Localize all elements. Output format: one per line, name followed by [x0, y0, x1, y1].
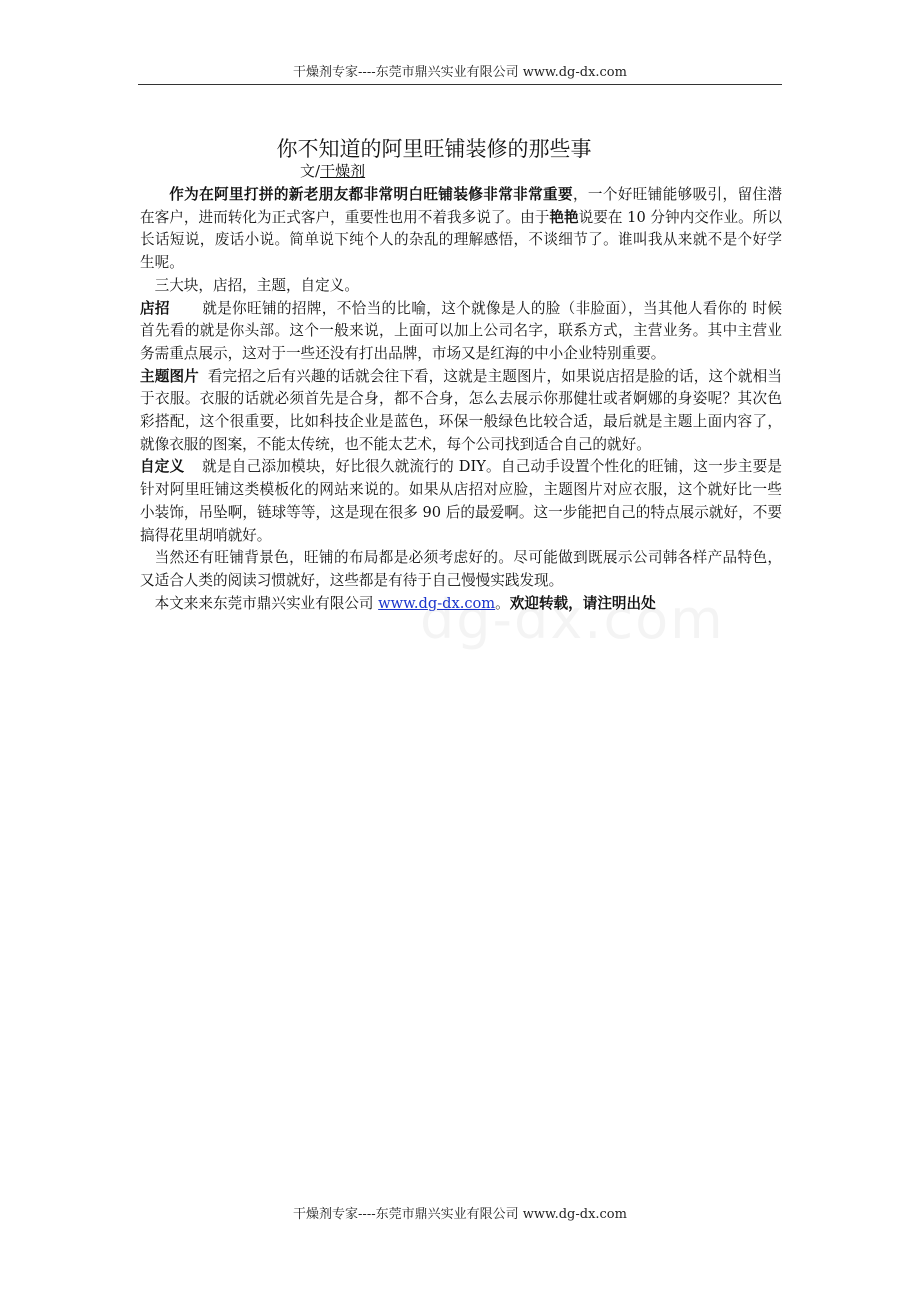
- paragraph-shop-sign: [140, 298, 782, 366]
- paragraph-theme-image: [140, 366, 782, 457]
- byline-prefix: 文/: [300, 162, 321, 180]
- shop-sign-text: 就是你旺铺的招牌，不恰当的比喻，这个就像是人的脸（非脸面），当其他人看你的 时候首先看的就是你头部。这个一般来说，上面可以加上公司名字，联系方式，主营业务。其中主营业务需重点展示，这对于一些还没有打出品牌，市场又是红海的中小企业特别重要。: [140, 299, 782, 362]
- custom-label: 自定义: [140, 458, 185, 476]
- source-link[interactable]: www.dg-dx.com: [378, 594, 496, 612]
- theme-image-label: 主题图片: [140, 367, 199, 385]
- byline: [300, 160, 365, 182]
- intro-bold: 作为在阿里打拼的新老朋友都非常明白旺铺装修非常非常重要: [169, 186, 573, 203]
- page-header: 干燥剂专家----东莞市鼎兴实业有限公司 www.dg-dx.com: [138, 64, 782, 85]
- source-mid: 。: [495, 594, 510, 612]
- page-footer: 干燥剂专家----东莞市鼎兴实业有限公司 www.dg-dx.com: [293, 1207, 627, 1222]
- paragraph-custom: [140, 456, 782, 547]
- byline-author: 干燥剂: [320, 162, 366, 180]
- paragraph-three-parts: 三大块，店招，主题，自定义。: [154, 276, 359, 294]
- article-title: 你不知道的阿里旺铺装修的那些事: [276, 137, 592, 162]
- intro-text-a: ，一个好旺铺能够吸引，留住潜在客户，进而转化为正式客户，重要性也用不着我多说了。由于: [140, 186, 782, 226]
- paragraph-source: [140, 593, 782, 616]
- paragraph-background: 当然还有旺铺背景色，旺铺的布局都是必须考虑好的。尽可能做到既展示公司韩各样产品特色，又适合人类的阅读习惯就好，这些都是有待于自己慢慢实践发现。: [140, 549, 782, 589]
- custom-text: 就是自己添加模块，好比很久就流行的 DIY。自己动手设置个性化的旺铺，这一步主要是针对阿里旺铺这类模板化的网站来说的。如果从店招对应脸，主题图片对应衣服，这个就好比一些小装饰，吊坠啊，链球等等，这是现在很多 90 后的最爱啊。这一步能把自己的特点展示就好，不要搞得花里胡哨就好。: [140, 458, 782, 544]
- intro-text-b: 说要在 10 分钟内交作业。所以长话短说，废话小说。简单说下纯个人的杂乱的理解感悟，不谈细节了。谁叫我从来就不是个好学生呢。: [140, 208, 782, 272]
- article-body: [140, 184, 782, 615]
- intro-bold-name: 艳艳: [549, 208, 579, 226]
- paragraph-intro: [140, 184, 782, 275]
- theme-image-text: 看完招之后有兴趣的话就会往下看，这就是主题图片，如果说店招是脸的话，这个就相当于衣服。衣服的话就必须首先是合身，都不合身，怎么去展示你那健壮或者婀娜的身姿呢？其次色彩搭配，这个很重要，比如科技企业是蓝色，环保一般绿色比较合适，最后就是主题上面内容了，就像衣服的图案，不能太传统，也不能太艺术，每个公司找到适合自己的就好。: [140, 367, 782, 453]
- shop-sign-label: 店招: [140, 299, 170, 317]
- source-prefix: 本文来来东莞市鼎兴实业有限公司: [154, 594, 379, 612]
- reprint-notice: 欢迎转载，请注明出处: [509, 594, 656, 612]
